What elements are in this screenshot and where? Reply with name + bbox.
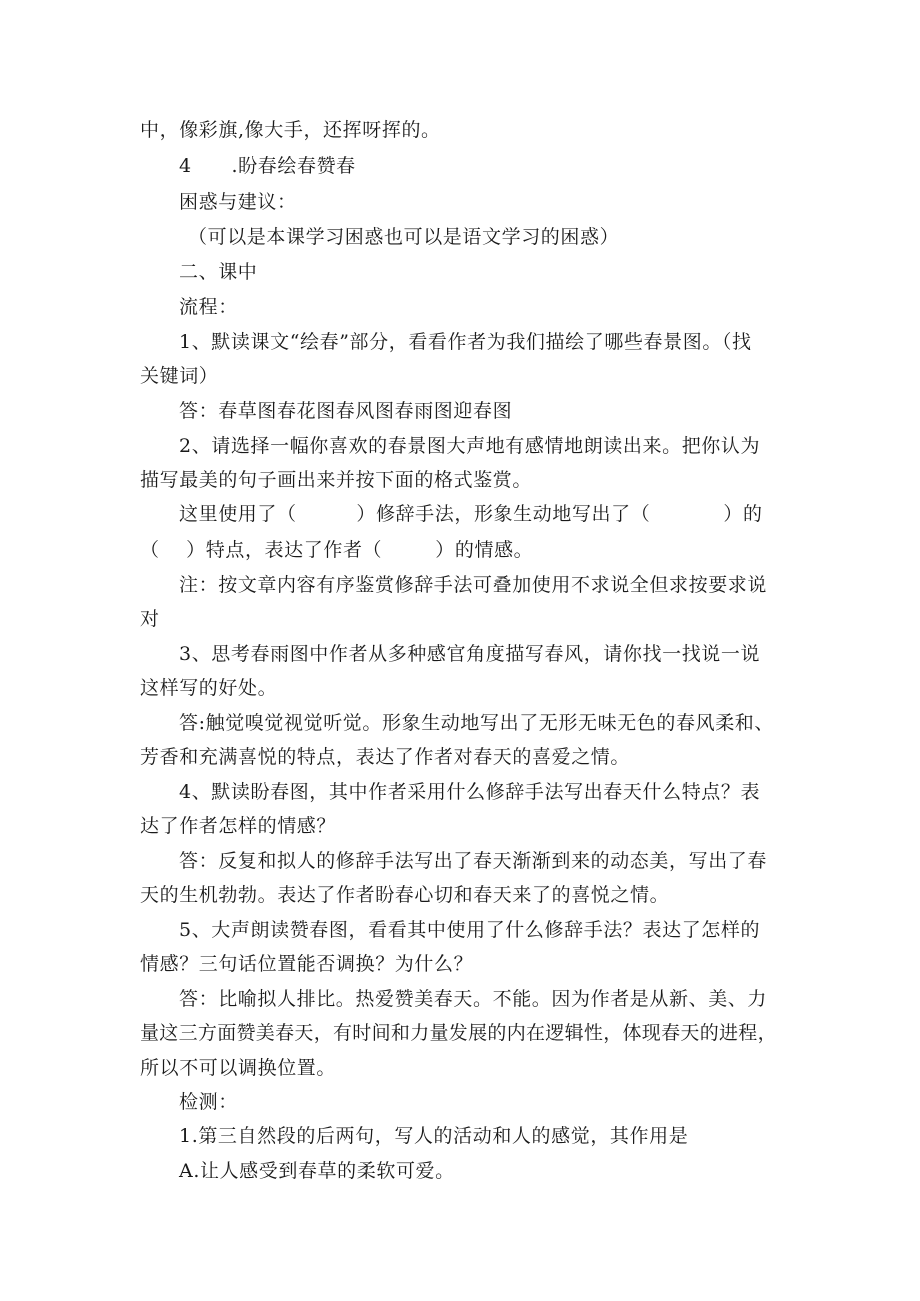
answer-line: 答:触觉嗅觉视觉听觉。形象生动地写出了无形无味无色的春风柔和、 xyxy=(179,712,775,734)
answer-line: 答：春草图春花图春风图春雨图迎春图 xyxy=(179,400,513,422)
text-line: 3、思考春雨图中作者从多种感官角度描写春风，请你找一找说一说 xyxy=(179,643,761,665)
text-line: 这样写的好处。 xyxy=(140,677,278,699)
answer-line: 天的生机勃勃。表达了作者盼春心切和春天来了的喜悦之情。 xyxy=(140,884,670,906)
answer-line: 所以不可以调换位置。 xyxy=(140,1057,337,1079)
section-heading: 二、课中 xyxy=(179,261,258,283)
text-line: 关键词） xyxy=(140,365,219,387)
text-line: 2、请选择一幅你喜欢的春景图大声地有感情地朗读出来。把你认为 xyxy=(179,435,761,457)
text-line: 达了作者怎样的情感？ xyxy=(140,815,337,837)
text-line: 中，像彩旗,像大手，还挥呀挥的。 xyxy=(140,119,441,141)
text-line: 4、默读盼春图，其中作者采用什么修辞手法写出春天什么特点？表 xyxy=(179,781,761,803)
answer-line: 芳香和充满喜悦的特点，表达了作者对春天的喜爱之情。 xyxy=(140,746,631,768)
template-line: 这里使用了（ ）修辞手法，形象生动地写出了（ ）的 xyxy=(179,503,763,525)
question-line: 1.第三自然段的后两句，写人的活动和人的感觉，其作用是 xyxy=(179,1125,689,1147)
text-line: 1、默读课文“绘春”部分，看看作者为我们描绘了哪些春景图。（找 xyxy=(179,331,752,353)
text-line: 情感？三句话位置能否调换？为什么？ xyxy=(140,953,474,975)
text-line: （可以是本课学习困惑也可以是语文学习的困惑） xyxy=(188,226,620,248)
answer-line: 答：反复和拟人的修辞手法写出了春天渐渐到来的动态美，写出了春 xyxy=(179,850,768,872)
text-line: 描写最美的句子画出来并按下面的格式鉴赏。 xyxy=(140,469,533,491)
template-line: （ ）特点，表达了作者（ ）的情感。 xyxy=(140,539,534,561)
text-line: 5、大声朗读赞春图，看看其中使用了什么修辞手法？表达了怎样的 xyxy=(179,919,761,941)
text-line: 流程： xyxy=(179,296,238,318)
answer-line: 量这三方面赞美春天，有时间和力量发展的内在逻辑性，体现春天的进程， xyxy=(140,1022,777,1044)
section-heading: 检测： xyxy=(179,1091,238,1113)
option-line: A.让人感受到春草的柔软可爱。 xyxy=(179,1160,455,1182)
section-heading: 4 .盼春绘春赞春 xyxy=(179,155,356,177)
note-line: 注：按文章内容有序鉴赏修辞手法可叠加使用不求说全但求按要求说 xyxy=(179,574,768,596)
note-line: 对 xyxy=(140,608,160,630)
text-line: 困惑与建议： xyxy=(179,191,297,213)
answer-line: 答：比喻拟人排比。热爱赞美春天。不能。因为作者是从新、美、力 xyxy=(179,988,768,1010)
